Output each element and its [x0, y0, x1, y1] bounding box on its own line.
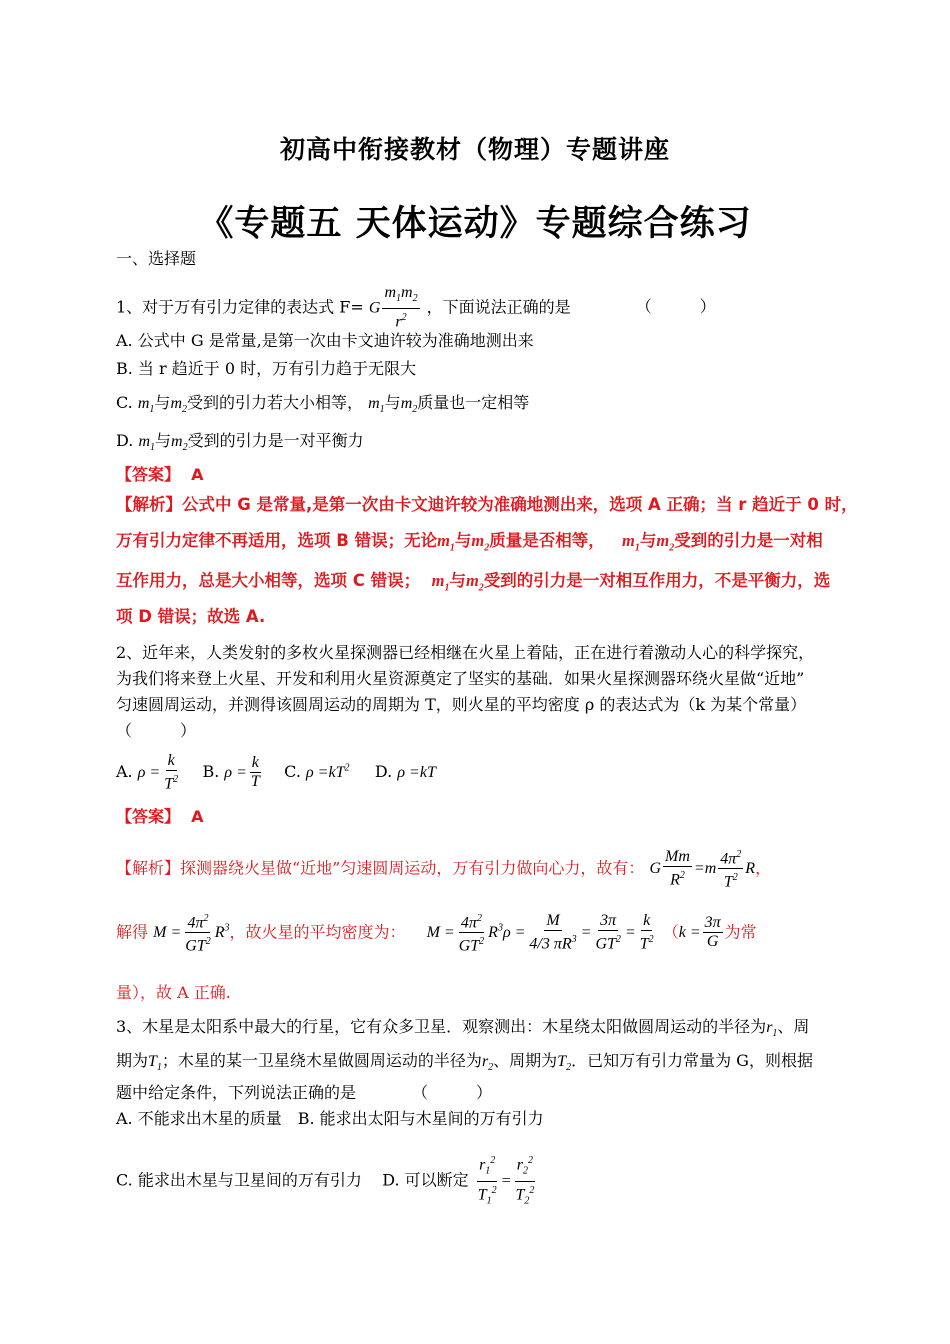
- q2-explanation-line2: 解得 M = $\frac{4\pi^2}{GT^2}$ $R^3$，故火星的平均密度为： M = $\frac{4\pi^2}{GT^2}$ $R^3\rho$ = $\frac{M}{4/3 \pi R^3}$ = $\frac{3\pi}{GT^2}$ = $\frac{k}{T^2}$ （k = $\frac{3\pi}{G}$ 为常: [116, 910, 757, 956]
- q2-options: A. ρ = $\frac{k}{T^2}$ B. ρ = $\frac{k}{T}$ C. $\rho =kT^2$ D. ρ =kT: [116, 752, 436, 793]
- series-title: 初高中衔接教材（物理）专题讲座: [279, 135, 670, 164]
- q2-stem-line2: 为我们将来登上火星、开发和利用火星资源奠定了坚实的基础．如果火星探测器环绕火星做“近地”: [116, 669, 805, 688]
- q2-explanation-line3: 量），故 A 正确.: [116, 983, 231, 1002]
- q3-stem-line2: 期为$T_1$；木星的某一卫星绕木星做圆周运动的半径为$r_2$、周期为$T_2$．已知万有引力常量为 G，则根据: [116, 1051, 813, 1074]
- q1-explanation-line2: 万有引力定律不再适用，选项 B 错误；无论$m_1$与$m_2$质量是否相等， $m_1$与$m_2$受到的引力是一对相: [116, 531, 823, 554]
- q2-stem-line1: 2、近年来，人类发射的多枚火星探测器已经相继在火星上着陆，正在进行着激动人心的科学探究，: [116, 643, 815, 662]
- q1-stem: 1、对于万有引力定律的表达式 F= G $\frac{m_1m_2}{r^2}$ ，下面说法正确的是 （ ）: [116, 284, 716, 331]
- q3-options-ab: A. 不能求出木星的质量 B. 能求出太阳与木星间的万有引力: [116, 1109, 544, 1128]
- q1-option-c: C. $m_1$与$m_2$受到的引力若大小相等， $m_1$与$m_2$质量也一定相等: [116, 393, 530, 416]
- q3-options-cd: C. 能求出木星与卫星间的万有引力 D. 可以断定 $\frac{r_1^2}{T_1^2}$ = $\frac{r_2^2}{T_2^2}$: [116, 1152, 538, 1210]
- q2-answer: 【答案】 A: [116, 807, 204, 826]
- q1-answer: 【答案】 A: [116, 465, 204, 484]
- page-title: 《专题五 天体运动》专题综合练习: [198, 204, 752, 244]
- gravity-formula: G: [368, 299, 381, 317]
- q1-option-a: A. 公式中 G 是常量,是第一次由卡文迪许较为准确地测出来: [116, 331, 534, 350]
- q1-explanation-line1: 【解析】公式中 G 是常量,是第一次由卡文迪许较为准确地测出来，选项 A 正确；当 r 趋近于 0 时，: [116, 495, 858, 514]
- q2-stem-line3: 匀速圆周运动，并测得该圆周运动的周期为 T，则火星的平均密度 ρ 的表达式为（k 为某个常量）: [116, 695, 807, 714]
- q2-stem-line4: （ ）: [116, 721, 197, 740]
- q1-explanation-line4: 项 D 错误；故选 A.: [116, 607, 266, 626]
- q3-stem-line1: 3、木星是太阳系中最大的行星，它有众多卫星．观察测出：木星绕太阳做圆周运动的半径为$r_1$、周: [116, 1017, 810, 1040]
- q1-option-d: D. $m_1$与$m_2$受到的引力是一对平衡力: [116, 431, 364, 454]
- q2-explanation-line1: 【解析】探测器绕火星做“近地”匀速圆周运动，万有引力做向心力，故有： G $\frac{Mm}{R^2}$ =m $\frac{4\pi^2}{T^2}$ R，: [116, 846, 771, 892]
- q1-explanation-line3: 互作用力，总是大小相等，选项 C 错误； $m_1$与$m_2$受到的引力是一对相互作用力，不是平衡力，选: [116, 571, 831, 594]
- q1-option-b: B. 当 r 趋近于 0 时，万有引力趋于无限大: [116, 359, 417, 378]
- section-heading: 一、选择题: [116, 249, 197, 268]
- q3-stem-line3: 题中给定条件，下列说法正确的是 （ ）: [116, 1083, 493, 1102]
